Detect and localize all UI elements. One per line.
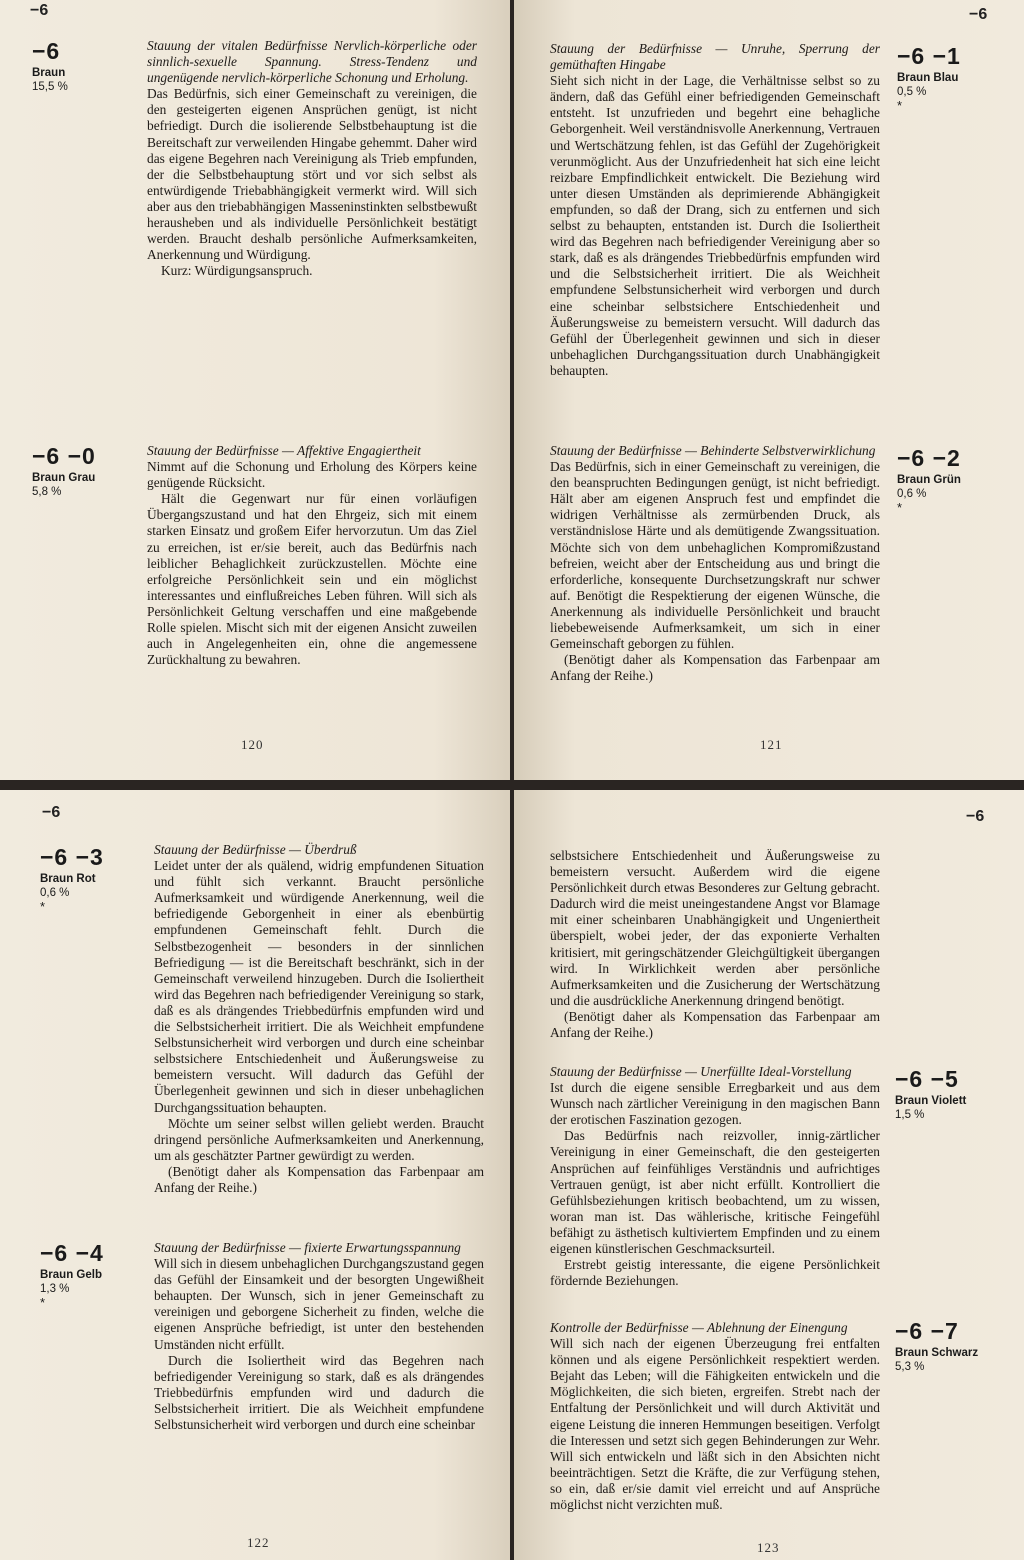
running-head: −6: [966, 808, 985, 825]
color-names: Braun Blau: [897, 72, 959, 84]
entry-heading: Stauung der Bedürfnisse — fixierte Erwartungsspannung: [154, 1240, 461, 1255]
page-123: [514, 790, 1024, 1560]
color-names: Braun Gelb: [40, 1269, 102, 1281]
paragraph: Will sich in diesem unbehaglichen Durchgangszustand gegen das Gefühl der Einsamkeit und der besorgten Ungewißheit behaupten. Der Wunsch, sich in jener Gemeinschaft zu vereinigen und geborgene Sicherheit zu finden, welche die eigenen Ansprüche befriedigt, ist unter den bestehenden Umständen nicht erfüllt.: [154, 1256, 484, 1352]
percentage: 1,5 %: [895, 1109, 925, 1121]
color-code: −6 −4: [40, 1240, 104, 1266]
entry-heading: Stauung der Bedürfnisse — Überdruß: [154, 842, 357, 857]
percentage: 5,8 %: [32, 486, 62, 498]
percentage: 1,3 %: [40, 1283, 70, 1295]
entry-heading: Kontrolle der Bedürfnisse — Ablehnung der Einengung: [550, 1320, 848, 1335]
color-names: Braun Violett: [895, 1095, 967, 1107]
percentage: 0,6 %: [897, 488, 927, 500]
color-code: −6 −7: [895, 1318, 959, 1344]
entry-text: [550, 443, 880, 684]
spread-pages-122-123: [0, 790, 1024, 1560]
paragraph: Durch die Isoliertheit wird das Begehren nach befriedigender Vereinigung so stark, daß es als drängendes Triebbedürfnis empfunden wird und dadurch die Selbstsicherheit irritiert. Die als Weichheit empfundene Selbstunsicherheit wird verborgen und durch eine scheinbar: [154, 1352, 484, 1433]
star-marker: *: [897, 98, 903, 113]
percentage: 5,3 %: [895, 1361, 925, 1373]
entry-text: [550, 41, 880, 379]
color-code: −6 −2: [897, 445, 961, 471]
paragraph: Das Bedürfnis nach reizvoller, innig-zärtlicher Vereinigung in einer Gemeinschaft, die den gesteigerten Ansprüchen auf feinfühliges Verständnis und aufrichtiges Vertrauen genügt, ist aber nicht erfüllt. Kontrolliert die Gefühlsbeziehungen kritisch beobachtend, um zu wissen, woran man ist. Das wählerische, kritische Feingefühl befähigt zu ästhetisch kultiviertem Empfinden und zu einem eigenen künstlerischen Geschmacksurteil.: [550, 1128, 880, 1257]
paragraph: Nimmt auf die Schonung und Erholung des Körpers keine genügende Rücksicht.: [147, 459, 477, 491]
page-121: [514, 0, 1024, 780]
percentage: 15,5 %: [32, 81, 68, 93]
entry-heading: Stauung der Bedürfnisse — Unruhe, Sperrung der gemüthaften Hingabe: [550, 41, 880, 73]
percentage: 0,6 %: [40, 887, 70, 899]
color-code: −6 −5: [895, 1066, 959, 1092]
page-122: [0, 790, 510, 1560]
entry-text: [550, 1064, 880, 1289]
paragraph: Will sich nach der eigenen Überzeugung frei entfalten können und als eigene Persönlichkeit respektiert werden. Bejaht das Leben; will die Fähigkeiten entwickeln und die Möglichkeiten, die sich bieten, ergreifen. Strebt nach der Entfaltung der Persönlichkeit und will durch Aktivität und eigene Leistung die inneren Hemmungen beseitigen. Verfolgt die Interessen und setzt sich gegen Behinderungen zur Wehr. Will sich entwickeln und läßt sich in den Absichten nicht beeinträchtigen. Setzt die Kräfte, die zur Verfügung stehen, so ein, daß er/sie damit viel erreicht und auf Ansprüche möglichst nicht verzichten muß.: [550, 1336, 880, 1513]
paragraph: (Benötigt daher als Kompensation das Farbenpaar am Anfang der Reihe.): [550, 1008, 880, 1041]
paragraph: (Benötigt daher als Kompensation das Farbenpaar am Anfang der Reihe.): [550, 652, 880, 684]
page-120: [0, 0, 510, 780]
color-code-block: [40, 844, 104, 914]
paragraph: Erstrebt geistig interessante, die eigene Persönlichkeit fördernde Beziehungen.: [550, 1257, 880, 1289]
star-marker: *: [40, 1295, 46, 1310]
color-names: Braun Grau: [32, 472, 96, 484]
color-code: −6 −0: [32, 443, 96, 469]
color-code-block: [32, 443, 96, 498]
entry-text: [154, 842, 484, 1196]
entry-text: [550, 1320, 880, 1513]
color-code-block: [895, 1066, 966, 1121]
entry-text: [147, 443, 477, 668]
color-names: Braun Grün: [897, 474, 961, 486]
color-code: −6 −1: [897, 43, 961, 69]
paragraph: Sieht sich nicht in der Lage, die Verhältnisse selbst so zu ändern, daß das Gefühl einer befriedigenden Gemeinschaft entsteht. Ist unzufrieden und begehrt eine behagliche Geborgenheit. Weil verständnisvolle Anerkennung, Vertrauen und Wertschätzung fehlen, ist das Gefühl der Zugehörigkeit verunmöglicht. Aus der Unzufriedenheit hat sich eine leicht reizbare Empfindlichkeit entwickelt. Die Beziehung wird unter diesen Umständen als deprimierende Abhängigkeit empfunden, so daß der Drang, sich zu entfernen und sich selbst zu behaupten, entstanden ist. Durch die Isoliertheit wird das Begehren nach befriedigender Vereinigung aber so stark, daß es als drängendes Triebbedürfnis empfunden wird und die Selbstsicherheit irritiert. Die als Weichheit empfundene Selbstunsicherheit wird verborgen und durch eine scheinbar selbstsichere Entschiedenheit und Äußerungsweise zu bemeistern versucht. Will dadurch das Gefühl der Überlegenheit gewinnen und sich in dieser unbehaglichen Durchgangssituation durch Unabhängigkeit behaupten.: [550, 73, 880, 378]
paragraph: Möchte um seiner selbst willen geliebt werden. Braucht dringend persönliche Aufmerksamkeiten und Anerkennung, um als geschätzter Partner gewürdigt zu werden.: [154, 1115, 484, 1163]
paragraph: Das Bedürfnis, sich einer Gemeinschaft zu vereinigen, die den gesteigerten eigenen Ansprüchen genügt, ist nicht befriedigt. Durch die isolierende Selbstbehauptung ist die Bereitschaft zur verweilenden Hingabe gehemmt. Daher wird das eigene Begehren nach Vereinigung als Trieb empfunden, der die Selbstbehauptung stört und vor sich selbst als entwürdigende Triebabhängigkeit vermerkt wird. Will sich aber aus den triebabhängigen Masseninstinkten selbstbewußt herausheben und als individuelle Persönlichkeit bestätigt werden. Braucht deshalb persönliche Aufmerksamkeiten, Anerkennung und Würdigung.: [147, 86, 477, 263]
running-head: −6: [30, 2, 49, 19]
star-marker: *: [40, 899, 46, 914]
page-number: 121: [760, 737, 783, 752]
color-code: −6 −3: [40, 844, 104, 870]
entry-text: [147, 38, 477, 279]
entry-heading: Stauung der Bedürfnisse — Unerfüllte Ideal-Vorstellung: [550, 1064, 852, 1079]
entry-heading: Stauung der Bedürfnisse — Behinderte Selbstverwirklichung: [550, 443, 876, 458]
star-marker: *: [897, 500, 903, 515]
entry-heading: Stauung der vitalen Bedürfnisse Nervlich-körperliche oder sinnlich-sexuelle Spannung. Stress-Tendenz und ungenügende nervlich-körperliche Schonung und Erholung.: [147, 38, 477, 86]
color-names: Braun Rot: [40, 873, 96, 885]
color-names: Braun: [32, 67, 66, 79]
page-number: 120: [241, 737, 264, 752]
percentage: 0,5 %: [897, 86, 927, 98]
paragraph: Das Bedürfnis, sich in einer Gemeinschaft zu vereinigen, die den beanspruchten Bedingungen genügt, ist nicht befriedigt. Hält aber am eigenen Anspruch fest und empfindet die widrigen Verhältnisse als zermürbenden Druck, als verständnislose Härte und als demütigende Zwangssituation. Möchte sich von dem unbehaglichen Kompromißzustand befreien, weicht aber der Entscheidung aus und bringt die erforderliche, konsequente Durchsetzungskraft nur schwer auf. Benötigt die Respektierung der eigenen Wünsche, die Anerkennung als individuelle Persönlichkeit und braucht liebebeweisende Aufmerksamkeit, um sich in einer Gemeinschaft geborgen zu fühlen.: [550, 459, 880, 652]
color-names: Braun Schwarz: [895, 1347, 979, 1359]
paragraph: Hält die Gegenwart nur für einen vorläufigen Übergangszustand und hat den Ehrgeiz, sich mit einem starken Einsatz und großem Eifer hervorzutun. Um das Ziel zu erreichen, ist er/sie bereit, auch das Bedürfnis nach leiblicher Behaglichkeit zurückzustellen. Möchte eine erfolgreiche Persönlichkeit sein und ein möglichst interessantes und einflußreiches Leben führen. Will sich als Persönlichkeit Geltung verschaffen und eine maßgebende Rolle spielen. Mischt sich mit der eigenen Ansicht zuweilen auch in Angelegenheiten ein, ohne die angemessene Zurückhaltung zu bewahren.: [147, 491, 477, 668]
color-code-block: [895, 1318, 978, 1373]
entry-text: [154, 1240, 484, 1433]
paragraph: (Benötigt daher als Kompensation das Farbenpaar am Anfang der Reihe.): [154, 1163, 484, 1195]
color-code-block: [897, 43, 961, 113]
page-number: 122: [247, 1535, 270, 1550]
page-number: 123: [757, 1540, 780, 1555]
paragraph: Kurz: Würdigungsanspruch.: [161, 263, 313, 279]
running-head: −6: [42, 804, 61, 821]
color-code-block: [32, 38, 68, 93]
paragraph: selbstsichere Entschiedenheit und Äußerungsweise zu bemeistern versucht. Außerdem wird die eigene Persönlichkeit durch etwas Besonderes zur Geltung gebracht. Dadurch wird die meist uneingestandene Angst vor Blamage mit einer scheinbaren Unabhängigkeit und Ungeniertheit überspielt, wobei jeder, der das exponierte Verhalten kritisiert, mit geringschätzender Gleichgültigkeit übergangen wird. In Wirklichkeit werden aber persönliche Aufmerksamkeiten und die Zusicherung der Wertschätzung und die ausdrückliche Anerkennung dringend benötigt.: [550, 848, 880, 1008]
continuation-text: [550, 848, 880, 1041]
entry-heading: Stauung der Bedürfnisse — Affektive Engagiertheit: [147, 443, 421, 458]
running-head: −6: [969, 6, 988, 23]
paragraph: Ist durch die eigene sensible Erregbarkeit und aus dem Wunsch nach zärtlicher Vereinigung in den magischen Bann der erotischen Faszination gezogen.: [550, 1080, 880, 1128]
paragraph: Leidet unter der als quälend, widrig empfundenen Situation und fühlt sich verkannt. Braucht persönliche Aufmerksamkeit und würdigende Anerkennung, weil die befriedigende Geborgenheit in einer als ebenbürtig empfundenen Gemeinschaft fehlt. Durch die Selbstbezogenheit — besonders in der sinnlichen Befriedigung — ist die Bereitschaft beschränkt, sich in der Gemeinschaft verweilend hinzugeben. Durch die Isoliertheit wird das Begehren nach befriedigender Vereinigung so stark, daß es als drängendes Triebbedürfnis empfunden wird und die Selbstsicherheit irritiert. Die als Weichheit empfundene Selbstunsicherheit wird verborgen und durch eine scheinbar selbstsichere Entschiedenheit und Äußerungsweise zu bemeistern versucht. Will dadurch das Gefühl der Überlegenheit gewinnen und sich in dieser unbehaglichen Durchgangssituation behaupten.: [154, 858, 484, 1115]
color-code-block: [40, 1240, 104, 1310]
color-code: −6: [32, 38, 61, 64]
color-code-block: [897, 445, 961, 515]
